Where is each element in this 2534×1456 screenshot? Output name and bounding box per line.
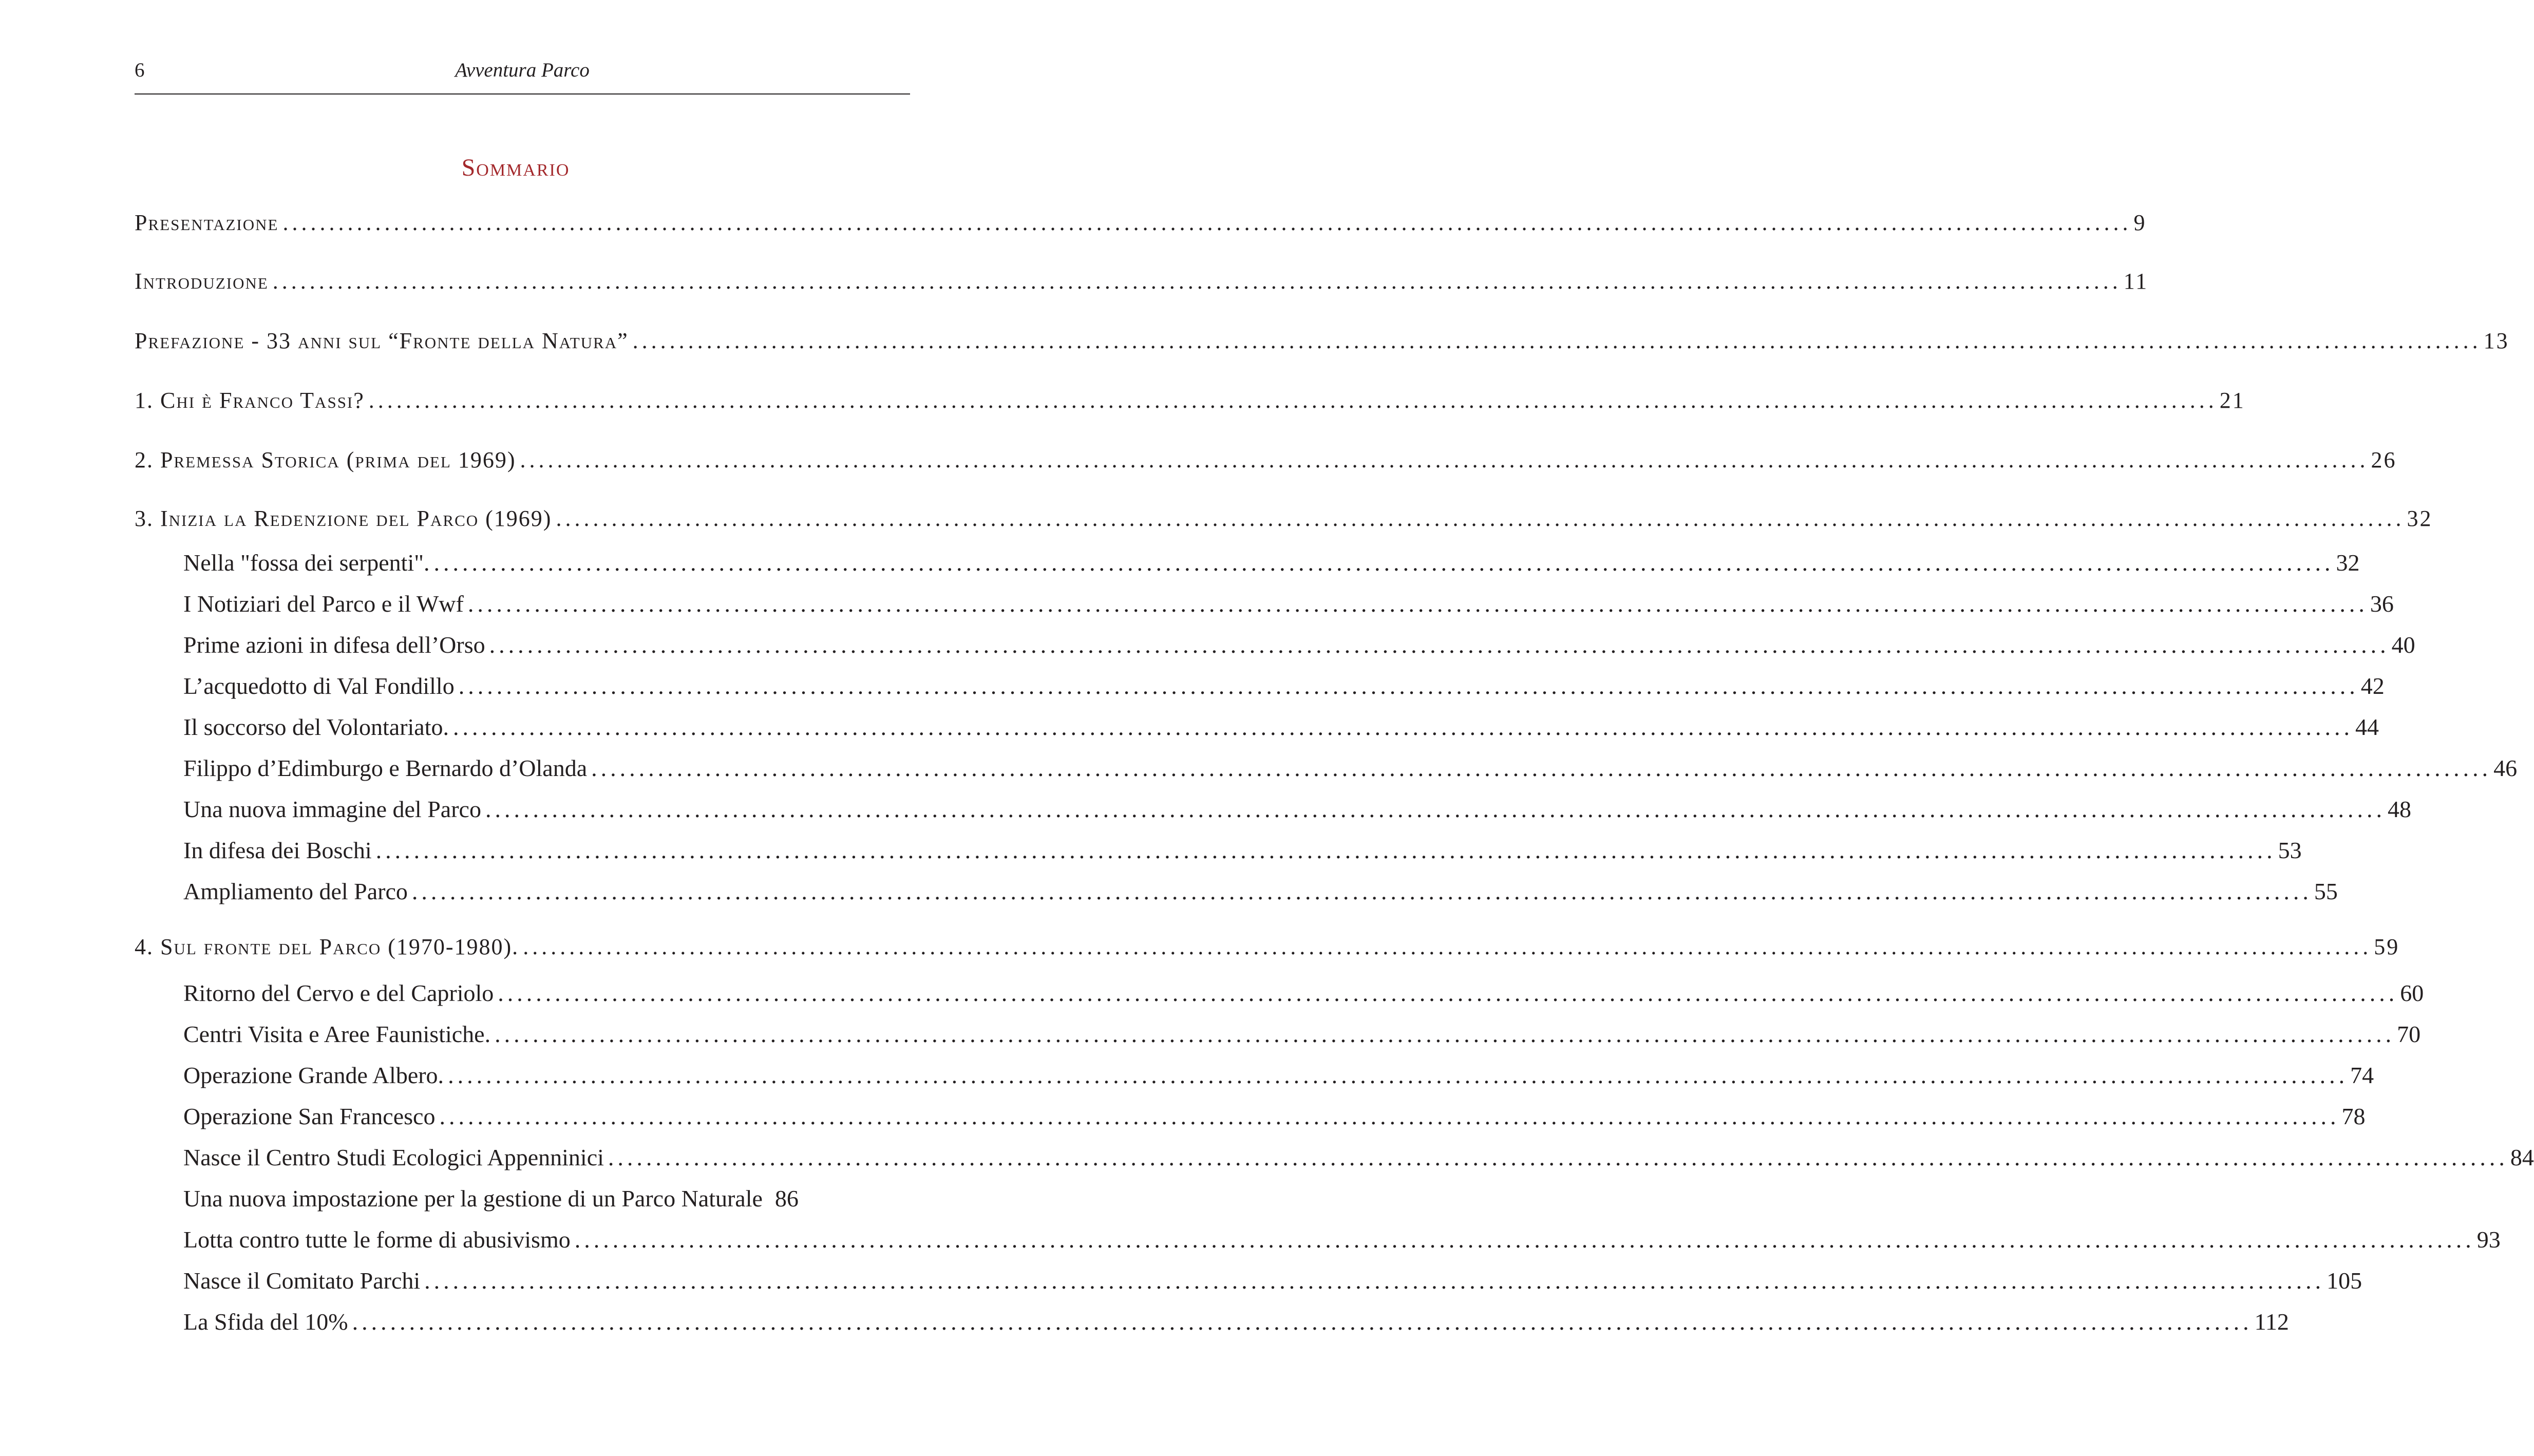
dot-leader: ........................................................................................................................................................................................................ [439, 1103, 2340, 1129]
toc-entry-section[interactable] [183, 1101, 2366, 1132]
toc-entry-title: In difesa dei Boschi [183, 837, 372, 863]
dot-leader: ........................................................................................................................................................................................................ [574, 1226, 2475, 1253]
toc-entry-title: Operazione San Francesco [183, 1103, 436, 1129]
dot-leader: ........................................................................................................................................................................................................ [523, 934, 2372, 959]
toc-entry-title: Una nuova impostazione per la gestione di un Parco Naturale [183, 1185, 763, 1212]
toc-entry-page: 84 [2510, 1144, 2534, 1170]
dot-leader: ........................................................................................................................................................................................................ [282, 210, 2132, 235]
toc-entry-title: I Notiziari del Parco e il Wwf [183, 591, 464, 617]
toc-entry-title: 3. Inizia la Redenzione del Parco (1969) [135, 506, 552, 531]
dot-leader: ........................................................................................................................................................................................................ [632, 328, 2482, 353]
dot-leader: ........................................................................................................................................................................................................ [352, 1309, 2253, 1335]
toc-entry-title: Lotta contro tutte le forme di abusivismo [183, 1226, 571, 1253]
running-title: Avventura Parco [455, 59, 590, 81]
dot-leader: ........................................................................................................................................................................................................ [424, 1268, 2325, 1294]
toc-entry-title: Introduzione [135, 269, 269, 294]
dot-leader: ........................................................................................................................................................................................................ [272, 269, 2122, 294]
toc-entry-prefazione[interactable] [135, 326, 2509, 356]
dot-leader: ........................................................................................................................................................................................................ [495, 1021, 2395, 1047]
dot-leader: ........................................................................................................................................................................................................ [375, 837, 2276, 863]
toc-entry-title: Nella "fossa dei serpenti". [183, 550, 430, 576]
toc-entry-section[interactable] [183, 589, 2394, 619]
toc-entry-title: 1. Chi è Franco Tassi? [135, 388, 365, 413]
toc-entry-page: 21 [2219, 388, 2245, 413]
toc-entry-page: 86 [774, 1185, 799, 1212]
toc-entry-title: Una nuova immagine del Parco [183, 796, 481, 822]
toc-entry-page: 46 [2493, 755, 2518, 781]
header-rule [135, 93, 910, 94]
toc-entry-section[interactable] [183, 1265, 2362, 1296]
toc-entry-section[interactable] [183, 630, 2415, 660]
toc-entry-page: 53 [2278, 837, 2302, 863]
dot-leader: ........................................................................................................................................................................................................ [467, 591, 2368, 617]
toc-entry-title: Ampliamento del Parco [183, 878, 408, 904]
toc-entry-page: 44 [2355, 714, 2379, 740]
toc-entry-title: L’acquedotto di Val Fondillo [183, 673, 455, 699]
dot-leader: ........................................................................................................................................................................................................ [368, 388, 2218, 413]
toc-entry-page: 26 [2371, 447, 2397, 472]
toc-entry-section[interactable] [183, 753, 2518, 784]
toc-entry-section[interactable] [183, 1224, 2501, 1255]
dot-leader: ........................................................................................................................................................................................................ [452, 714, 2353, 740]
dot-leader: ........................................................................................................................................................................................................ [520, 447, 2369, 472]
toc-entry-chapter-1[interactable] [135, 385, 2245, 416]
toc-entry-section[interactable] [183, 547, 2360, 578]
toc-entry-title: Filippo d’Edimburgo e Bernardo d’Olanda [183, 755, 588, 781]
toc-entry-page: 9 [2133, 210, 2147, 235]
toc-entry-title: Presentazione [135, 210, 279, 235]
toc-entry-chapter-4[interactable] [135, 932, 2400, 962]
toc-entry-page: 36 [2370, 591, 2394, 617]
dot-leader: ........................................................................................................................................................................................................ [591, 755, 2492, 781]
toc-entry-title: Operazione Grande Albero. [183, 1062, 444, 1088]
toc-entry-section[interactable] [183, 1142, 2534, 1173]
toc-entry-title: Nasce il Comitato Parchi [183, 1268, 421, 1294]
toc-entry-chapter-2[interactable] [135, 445, 2397, 476]
toc-entry-title: 2. Premessa Storica (prima del 1969) [135, 447, 516, 472]
toc-entry-page: 112 [2254, 1309, 2289, 1335]
toc-entry-section[interactable] [183, 1060, 2374, 1091]
dot-leader: ........................................................................................................................................................................................................ [411, 878, 2312, 904]
toc-entry-section[interactable] [183, 978, 2424, 1009]
toc-entry-title: Nasce il Centro Studi Ecologici Appenninici [183, 1144, 604, 1170]
toc-entry-chapter-3[interactable] [135, 503, 2433, 534]
toc-entry-page: 105 [2327, 1268, 2362, 1294]
toc-entry-section[interactable] [183, 876, 2338, 907]
toc-entry-section[interactable] [183, 794, 2411, 825]
toc-entry-title: Prefazione - 33 anni sul “Fronte della Natura” [135, 328, 629, 353]
toc-entry-section[interactable] [183, 1307, 2289, 1337]
toc-entry-title: 4. Sul fronte del Parco (1970-1980). [135, 934, 519, 959]
toc-entry-title: Il soccorso del Volontariato. [183, 714, 449, 740]
dot-leader: ........................................................................................................................................................................................................ [458, 673, 2359, 699]
running-header [135, 58, 910, 94]
toc-entry-page: 70 [2397, 1021, 2421, 1047]
toc-entry-page: 93 [2476, 1226, 2501, 1253]
toc-entry-section[interactable] [183, 712, 2379, 743]
toc-entry-page: 32 [2407, 506, 2433, 531]
toc-entry-title: Prime azioni in difesa dell’Orso [183, 632, 485, 658]
toc-entry-page: 13 [2483, 328, 2509, 353]
toc-entry-page: 48 [2387, 796, 2411, 822]
toc-entry-page: 78 [2341, 1103, 2366, 1129]
toc-entry-page: 60 [2400, 980, 2424, 1006]
toc-entry-section[interactable] [183, 1019, 2421, 1050]
page-number: 6 [135, 59, 145, 81]
toc-entry-presentazione[interactable] [135, 207, 2147, 238]
toc-entry-page: 74 [2350, 1062, 2374, 1088]
toc-entry-page: 40 [2391, 632, 2415, 658]
toc-entry-section[interactable] [183, 671, 2385, 702]
dot-leader: ........................................................................................................................................................................................................ [433, 550, 2334, 576]
toc-entry-title: Ritorno del Cervo e del Capriolo [183, 980, 494, 1006]
toc-entry-title: Centri Visita e Aree Faunistiche. [183, 1021, 491, 1047]
toc-entry-page: 42 [2360, 673, 2385, 699]
toc-entry-introduzione[interactable] [135, 266, 2149, 297]
toc-entry-section[interactable] [183, 1183, 879, 1214]
toc-entry-section[interactable] [183, 835, 2302, 866]
dot-leader: ........................................................................................................................................................................................................ [608, 1144, 2508, 1170]
toc-entry-page: 55 [2314, 878, 2338, 904]
toc-entry-page: 32 [2336, 550, 2360, 576]
dot-leader: ........................................................................................................................................................................................................ [498, 980, 2398, 1006]
dot-leader: ........................................................................................................................................................................................................ [485, 796, 2386, 822]
toc-entry-page: 59 [2374, 934, 2400, 959]
dot-leader: ........................................................................................................................................................................................................ [489, 632, 2390, 658]
toc-entry-page: 11 [2123, 269, 2149, 294]
toc-title: Sommario [461, 154, 570, 181]
dot-leader: ........................................................................................................................................................................................................ [448, 1062, 2349, 1088]
dot-leader: ........................................................................................................................................................................................................ [556, 506, 2405, 531]
toc-entry-title: La Sfida del 10% [183, 1309, 348, 1335]
